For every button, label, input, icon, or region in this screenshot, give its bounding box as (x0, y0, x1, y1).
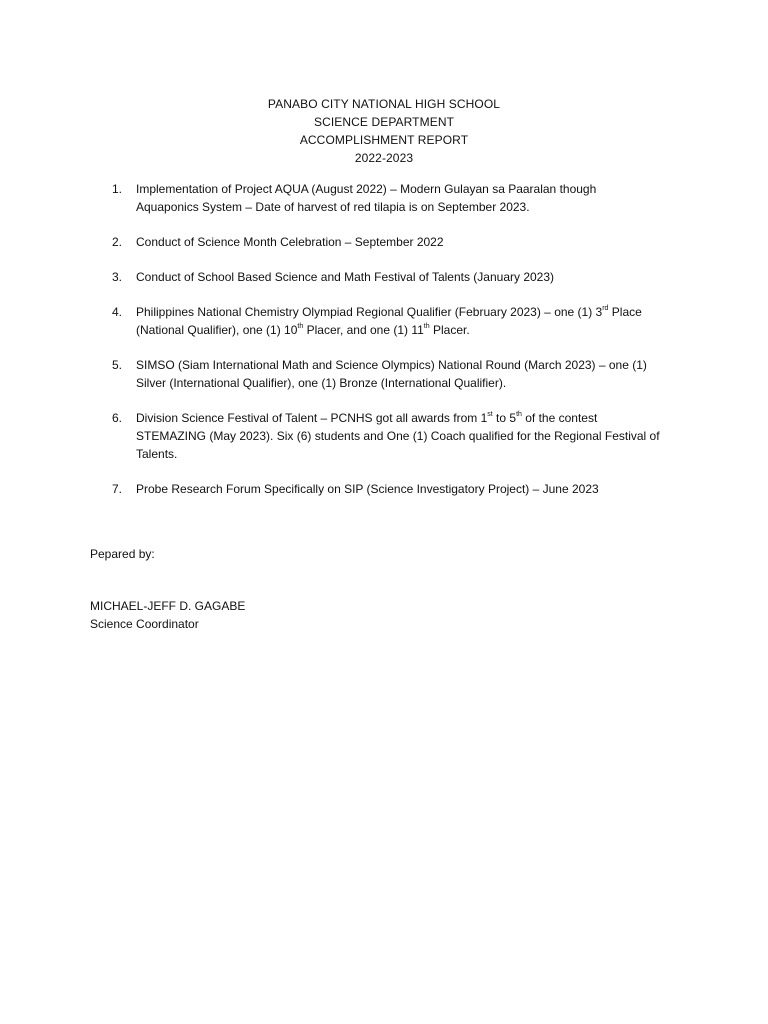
signer-name: MICHAEL-JEFF D. GAGABE (90, 599, 246, 613)
item-number: 3. (112, 270, 123, 284)
ordinal-suffix: rd (602, 305, 609, 312)
item-text (136, 409, 682, 427)
item-text: Probe Research Forum Specifically on SIP (Science Investigatory Project) – June 2023 (136, 482, 599, 496)
item-text-part: Place (608, 305, 642, 319)
item-text-part: of the contest (521, 411, 598, 425)
item-text-part: Placer. (429, 323, 470, 337)
list-item (112, 480, 682, 498)
item-number: 4. (112, 305, 123, 319)
item-number: 7. (112, 482, 123, 496)
list-item (112, 180, 682, 216)
item-number: 6. (112, 411, 123, 425)
item-number: 1. (112, 182, 123, 196)
signature-block (90, 597, 245, 633)
item-text-part: Placer, and one (1) 11 (303, 323, 424, 337)
list-item (112, 409, 682, 463)
item-text (136, 303, 682, 321)
ordinal-suffix: th (297, 323, 304, 330)
signer-title: Science Coordinator (90, 617, 199, 631)
item-text: Talents. (136, 447, 178, 461)
item-text-part: (National Qualifier), one (1) 10 (136, 323, 298, 337)
item-text: SIMSO (Siam International Math and Science Olympics) National Round (March 2023) – one (1) (136, 358, 647, 372)
item-text-part: to 5 (492, 411, 517, 425)
item-text-part: Division Science Festival of Talent – PCNHS got all awards from 1 (136, 411, 488, 425)
prepared-by-label: Pepared by: (90, 547, 155, 561)
report-title: ACCOMPLISHMENT REPORT (299, 133, 469, 147)
ordinal-suffix: th (423, 323, 430, 330)
ordinal-suffix: th (516, 411, 522, 418)
accomplishment-list (112, 180, 682, 515)
item-text-part: Philippines National Chemistry Olympiad Regional Qualifier (February 2023) – one (1) 3 (136, 305, 603, 319)
item-text (136, 321, 682, 339)
item-number: 5. (112, 358, 123, 372)
list-item (112, 268, 682, 286)
list-item (112, 356, 682, 392)
ordinal-suffix: st (487, 411, 493, 418)
report-header (0, 95, 768, 167)
list-item (112, 303, 682, 339)
item-text: STEMAZING (May 2023). Six (6) students and One (1) Coach qualified for the Regional Festival of (136, 429, 660, 443)
item-text: Silver (International Qualifier), one (1) Bronze (International Qualifier). (136, 376, 507, 390)
list-item (112, 233, 682, 251)
item-text: Implementation of Project AQUA (August 2022) – Modern Gulayan sa Paaralan though (136, 182, 597, 196)
department-name: SCIENCE DEPARTMENT (313, 115, 455, 129)
school-year: 2022-2023 (354, 151, 414, 165)
school-name: PANABO CITY NATIONAL HIGH SCHOOL (267, 97, 501, 111)
item-number: 2. (112, 235, 123, 249)
item-text: Conduct of School Based Science and Math Festival of Talents (January 2023) (136, 270, 555, 284)
item-text: Conduct of Science Month Celebration – September 2022 (136, 235, 444, 249)
item-text: Aquaponics System – Date of harvest of red tilapia is on September 2023. (136, 200, 530, 214)
